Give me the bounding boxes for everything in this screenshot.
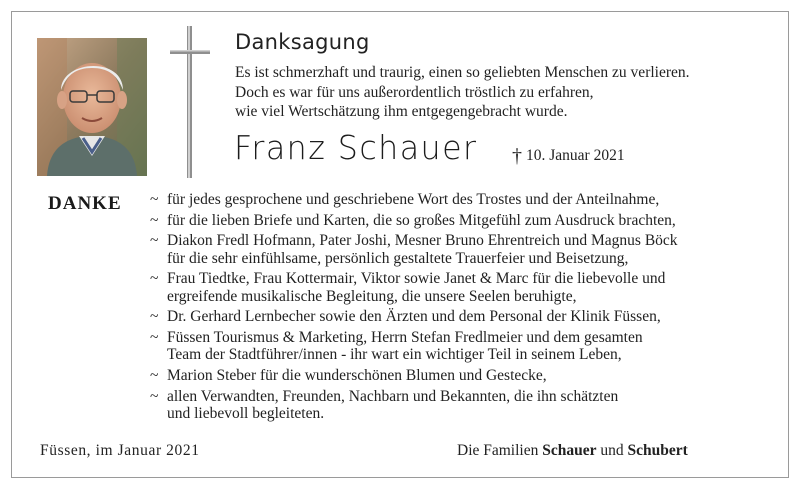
list-item [150,367,780,385]
list-item-line: Frau Tiedtke, Frau Kottermair, Viktor sowie Janet & Marc für die liebevolle und [167,270,666,288]
intro-line: wie viel Wertschätzung ihm entgegengebracht wurde. [235,103,568,120]
death-info [512,145,625,168]
tilde-bullet: ~ [150,191,159,208]
deceased-name: Franz Schauer [234,128,478,167]
list-item-line: ergreifende musikalische Begleitung, die unsere Seelen beruhigte, [167,287,577,305]
list-item [150,212,780,230]
list-item-line: und liebevoll begleiteten. [167,405,325,423]
list-item-line: Dr. Gerhard Lernbecher sowie den Ärzten und dem Personal der Klinik Füssen, [167,308,661,326]
intro-line: Es ist schmerzhaft und traurig, einen so geliebten Menschen zu verlieren. [235,64,690,81]
list-item [150,308,780,326]
list-item-line: Marion Steber für die wunderschönen Blumen und Gestecke, [167,367,547,385]
thanks-list [150,191,780,426]
tilde-bullet: ~ [150,328,159,346]
danke-label: DANKE [48,193,122,214]
intro-text [235,63,775,122]
list-item-line: für jedes gesprochene und geschriebene Wort des Trostes und der Anteilnahme, [167,191,660,208]
list-item-line: für die sehr einfühlsame, persönlich gestaltete Trauerfeier und Beisetzung, [167,249,629,267]
list-item-line: Team der Stadtführer/innen - ihr wart ein wichtiger Teil in seinem Leben, [167,346,622,364]
family-signature [457,442,688,460]
list-item [150,329,780,364]
intro-line: Doch es war für uns außerordentlich tröstlich zu erfahren, [235,83,594,101]
connector: und [600,442,624,459]
list-item [150,388,780,423]
tilde-bullet: ~ [150,367,159,385]
families-prefix: Die Familien [457,442,539,459]
list-item-line: Diakon Fredl Hofmann, Pater Joshi, Mesner Bruno Ehrentreich und Magnus Böck [167,232,678,250]
cross-icon [170,26,210,178]
tilde-bullet: ~ [150,270,159,288]
list-item-line: allen Verwandten, Freunden, Nachbarn und Bekannten, die ihn schätzten [167,387,619,405]
family-name: Schubert [627,442,688,459]
family-name: Schauer [542,442,597,459]
list-item-line: für die lieben Briefe und Karten, die so großes Mitgefühl zum Ausdruck brachten, [167,211,676,229]
death-date: 10. Januar 2021 [526,147,625,164]
dagger-symbol: † [512,145,522,167]
portrait-photo [37,38,147,176]
list-item [150,270,780,305]
place-date: Füssen, im Januar 2021 [40,442,200,459]
list-item [150,232,780,267]
tilde-bullet: ~ [150,211,159,229]
list-item-line: Füssen Tourismus & Marketing, Herrn Stefan Fredlmeier und dem gesamten [167,328,643,346]
tilde-bullet: ~ [150,232,159,250]
tilde-bullet: ~ [150,387,159,405]
list-item [150,191,780,209]
heading: Danksagung [235,30,370,54]
tilde-bullet: ~ [150,308,159,326]
